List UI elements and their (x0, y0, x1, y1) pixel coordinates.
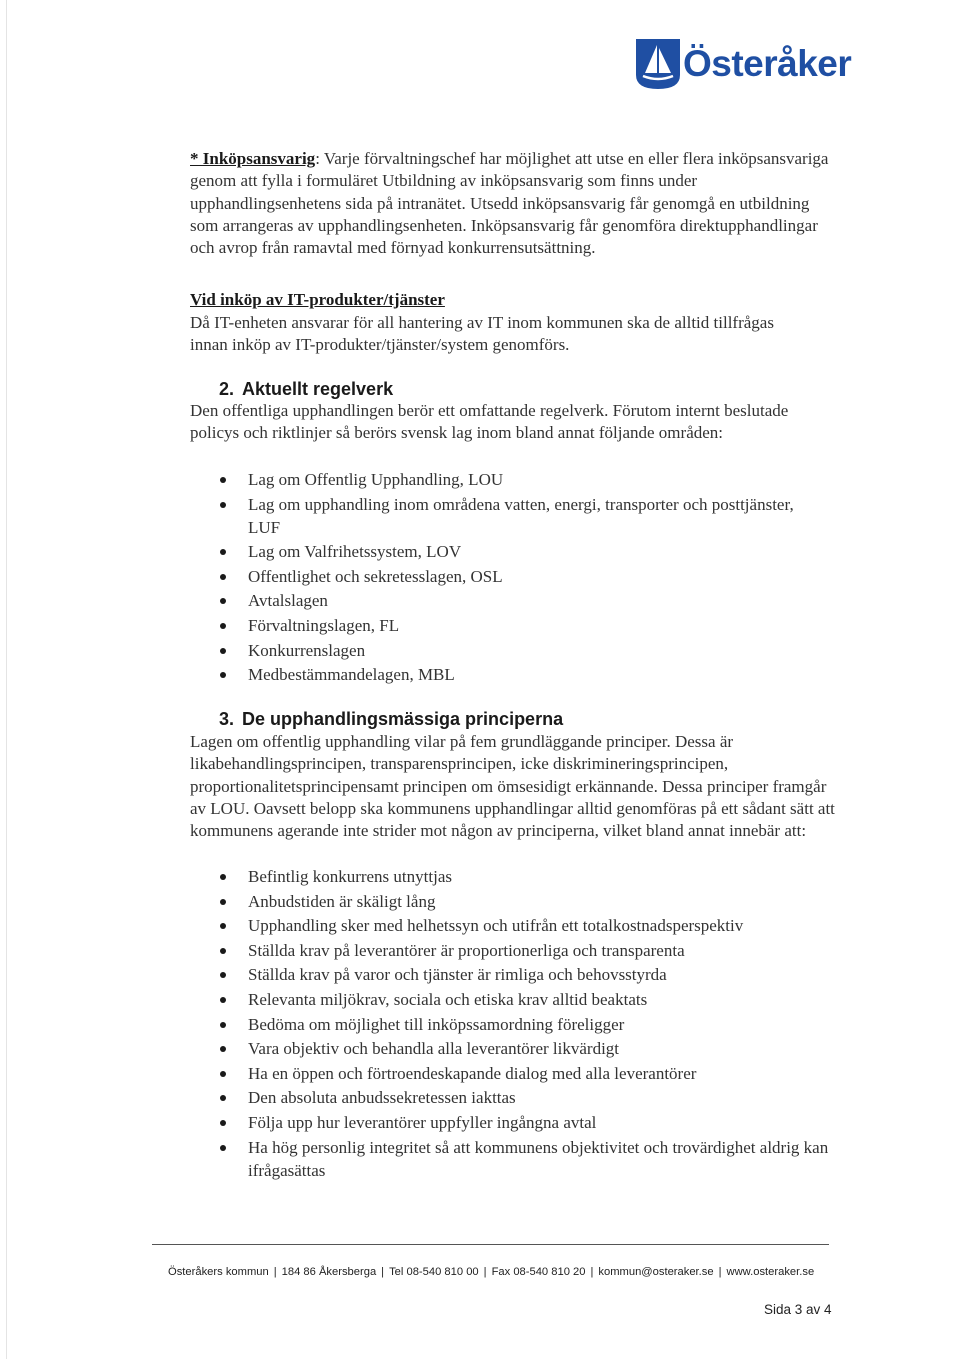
list-item: Förvaltningslagen, FL (190, 614, 800, 637)
page-number: Sida 3 av 4 (764, 1302, 832, 1317)
list-item: Anbudstiden är skäligt lång (190, 890, 830, 913)
footer-website: www.osteraker.se (726, 1266, 815, 1278)
list-item: Medbestämmandelagen, MBL (190, 663, 800, 686)
section-3-title: De upphandlingsmässiga principerna (242, 709, 564, 729)
list-item: Befintlig konkurrens utnyttjas (190, 865, 830, 888)
footer-address: 184 86 Åkersberga (281, 1266, 377, 1278)
list-item: Upphandling sker med helhetssyn och utifrån ett totalkostnadsperspektiv (190, 914, 830, 937)
list-item: Vara objektiv och behandla alla leverantörer likvärdigt (190, 1037, 830, 1060)
section-2-text: Den offentliga upphandlingen berör ett omfattande regelverk. Förutom internt beslutade policys och riktlinjer så berörs svensk lag inom bland annat följande områden: (190, 401, 789, 443)
sailboat-logo-icon (636, 39, 680, 89)
footer-separator: | (381, 1266, 385, 1278)
osteraker-logo (636, 38, 851, 90)
section-2-heading (219, 379, 393, 400)
logo-text: Österåker (683, 43, 852, 84)
intro-text: : Varje förvaltningschef har möjlighet att utse en eller flera inköpsansvariga genom att fylla i formuläret Utbildning av inköpsansvarig som finns under upphandlingsenhetens sida på intranätet. Utsedd inköpsansvarig får genomgå en utbildning som arrangeras av upphandlingsenheten. Inköpsansvarig får genomföra direktupphandlingar och avrop från ramavtal med förnyad konkurrensutsättning. (190, 149, 829, 258)
it-section-text: Då IT-enheten ansvarar för all hantering av IT inom kommunen ska de alltid tillfrågas innan inköp av IT-produkter/tjänster/system genomförs. (190, 313, 774, 355)
section-3-heading (219, 709, 563, 730)
list-item: Ha hög personlig integritet så att kommunens objektivitet och trovärdighet aldrig kan ifrågasättas (190, 1136, 830, 1182)
list-item: Följa upp hur leverantörer uppfyller ingångna avtal (190, 1111, 830, 1134)
list-item: Ställda krav på leverantörer är proportionerliga och transparenta (190, 939, 830, 962)
it-section-heading: Vid inköp av IT-produkter/tjänster (190, 290, 445, 309)
footer-phone: Tel 08-540 810 00 (389, 1266, 479, 1278)
list-item: Avtalslagen (190, 589, 800, 612)
intro-heading: * Inköpsansvarig (190, 149, 316, 168)
footer-email: kommun@osteraker.se (598, 1266, 714, 1278)
footer-fax: Fax 08-540 810 20 (491, 1266, 586, 1278)
footer-separator: | (273, 1266, 277, 1278)
section-2-number: 2. (219, 379, 235, 399)
list-item: Ha en öppen och förtroendeskapande dialog med alla leverantörer (190, 1062, 830, 1085)
list-item: Offentlighet och sekretesslagen, OSL (190, 565, 800, 588)
footer-org: Österåkers kommun (168, 1266, 269, 1278)
footer-separator: | (718, 1266, 722, 1278)
list-item: Lag om upphandling inom områdena vatten, energi, transporter och posttjänster, LUF (190, 493, 800, 539)
footer-divider (152, 1244, 829, 1245)
list-item: Den absoluta anbudssekretessen iakttas (190, 1086, 830, 1109)
list-item: Konkurrenslagen (190, 639, 800, 662)
section-2-title: Aktuellt regelverk (242, 379, 394, 399)
list-item: Ställda krav på varor och tjänster är rimliga och behovsstyrda (190, 963, 830, 986)
principles-list (190, 865, 830, 1183)
intro-paragraph (190, 148, 830, 259)
section-3-text: Lagen om offentlig upphandling vilar på fem grundläggande principer. Dessa är likabehandlingsprincipen, transparensprincipen, icke diskrimineringsprincipen, proportionalitetsprincipensamt principen om ömsesidigt erkännande. Dessa principer framgår av LOU. Oavsett belopp ska kommunens upphandlingar alltid genomföras på ett sådant sätt att kommunens agerande inte strider mot någon av principerna, vilket bland annat innebär att: (190, 732, 835, 841)
list-item: Bedöma om möjlighet till inköpssamordning föreligger (190, 1013, 830, 1036)
list-item: Relevanta miljökrav, sociala och etiska krav alltid beaktats (190, 988, 830, 1011)
footer-separator: | (590, 1266, 594, 1278)
list-item: Lag om Offentlig Upphandling, LOU (190, 468, 800, 491)
list-item: Lag om Valfrihetssystem, LOV (190, 540, 800, 563)
footer-separator: | (483, 1266, 487, 1278)
section-3-number: 3. (219, 709, 235, 729)
footer-contact (168, 1266, 814, 1278)
scan-edge-line (6, 0, 7, 1359)
regulation-list (190, 468, 800, 688)
